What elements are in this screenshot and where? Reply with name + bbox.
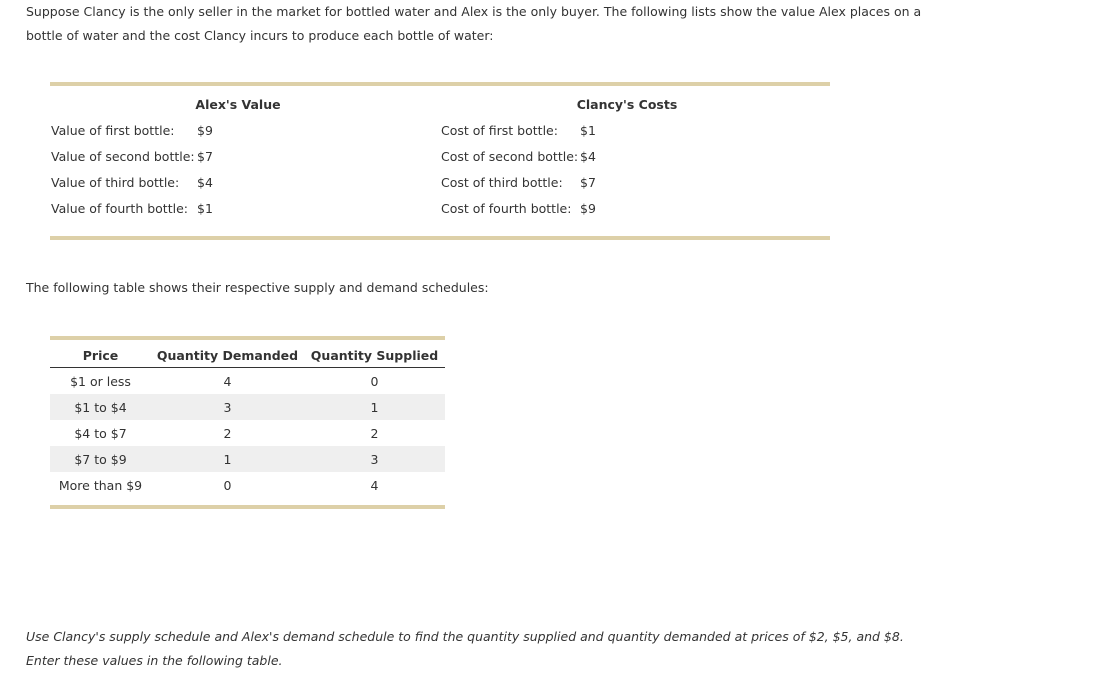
price-cell: $1 or less	[70, 373, 131, 389]
table-row	[50, 394, 445, 420]
quantity-demanded-cell: 0	[223, 477, 232, 493]
clancy-cost-amount: $9	[580, 201, 596, 216]
clancy-cost-label: Cost of second bottle:	[441, 149, 579, 164]
clancy-cost-label: Cost of third bottle:	[441, 175, 563, 190]
values-table-bottom-rule	[50, 236, 830, 240]
quantity-supplied-cell: 0	[370, 373, 379, 389]
clancy-costs-header: Clancy's Costs	[576, 97, 678, 112]
schedule-table	[50, 343, 445, 498]
question-instructions: Use Clancy's supply schedule and Alex's demand schedule to find the quantity supplied and quantity demanded at prices of $2, $5, and $8. Enter these values in the following table.	[26, 629, 904, 668]
clancy-cost-label: Cost of first bottle:	[441, 123, 558, 138]
values-table-top-rule	[50, 82, 830, 86]
schedule-top-rule	[50, 336, 445, 340]
alex-value-header: Alex's Value	[195, 97, 281, 112]
quantity-supplied-cell: 4	[370, 477, 379, 493]
intro-paragraph: Suppose Clancy is the only seller in the market for bottled water and Alex is the only buyer. The following lists show the value Alex places on a bottle of water and the cost Clancy incurs to produce each bottle of water:	[26, 4, 922, 43]
quantity-demanded-cell: 3	[151, 394, 304, 420]
alex-value-amount: $4	[197, 175, 213, 190]
schedule-bottom-rule	[50, 505, 445, 509]
quantity-supplied-column-header: Quantity Supplied	[304, 343, 445, 368]
table-row	[50, 446, 445, 472]
alex-value-label: Value of second bottle:	[51, 149, 195, 164]
alex-value-amount: $7	[197, 149, 213, 164]
price-cell: $7 to $9	[50, 446, 151, 472]
clancy-cost-amount: $4	[580, 149, 596, 164]
schedule-header-row	[50, 343, 445, 368]
price-cell: $4 to $7	[74, 425, 127, 441]
quantity-demanded-cell: 2	[223, 425, 232, 441]
clancy-cost-amount: $7	[580, 175, 596, 190]
price-column-header: Price	[50, 343, 151, 368]
quantity-supplied-cell: 3	[304, 446, 445, 472]
clancy-cost-label: Cost of fourth bottle:	[441, 201, 572, 216]
alex-value-label: Value of fourth bottle:	[51, 201, 188, 216]
price-cell: More than $9	[58, 477, 143, 493]
alex-value-amount: $9	[197, 123, 213, 138]
clancy-cost-amount: $1	[580, 123, 596, 138]
table-row	[50, 472, 445, 498]
table-row	[50, 420, 445, 446]
quantity-demanded-cell: 1	[151, 446, 304, 472]
alex-value-amount: $1	[197, 201, 213, 216]
quantity-supplied-cell: 2	[370, 425, 379, 441]
quantity-demanded-column-header: Quantity Demanded	[151, 343, 304, 368]
table-row	[50, 368, 445, 395]
alex-value-label: Value of third bottle:	[51, 175, 180, 190]
price-cell: $1 to $4	[50, 394, 151, 420]
quantity-demanded-cell: 4	[223, 373, 232, 389]
schedule-intro: The following table shows their respective supply and demand schedules:	[26, 280, 489, 295]
quantity-supplied-cell: 1	[304, 394, 445, 420]
alex-value-label: Value of first bottle:	[51, 123, 175, 138]
